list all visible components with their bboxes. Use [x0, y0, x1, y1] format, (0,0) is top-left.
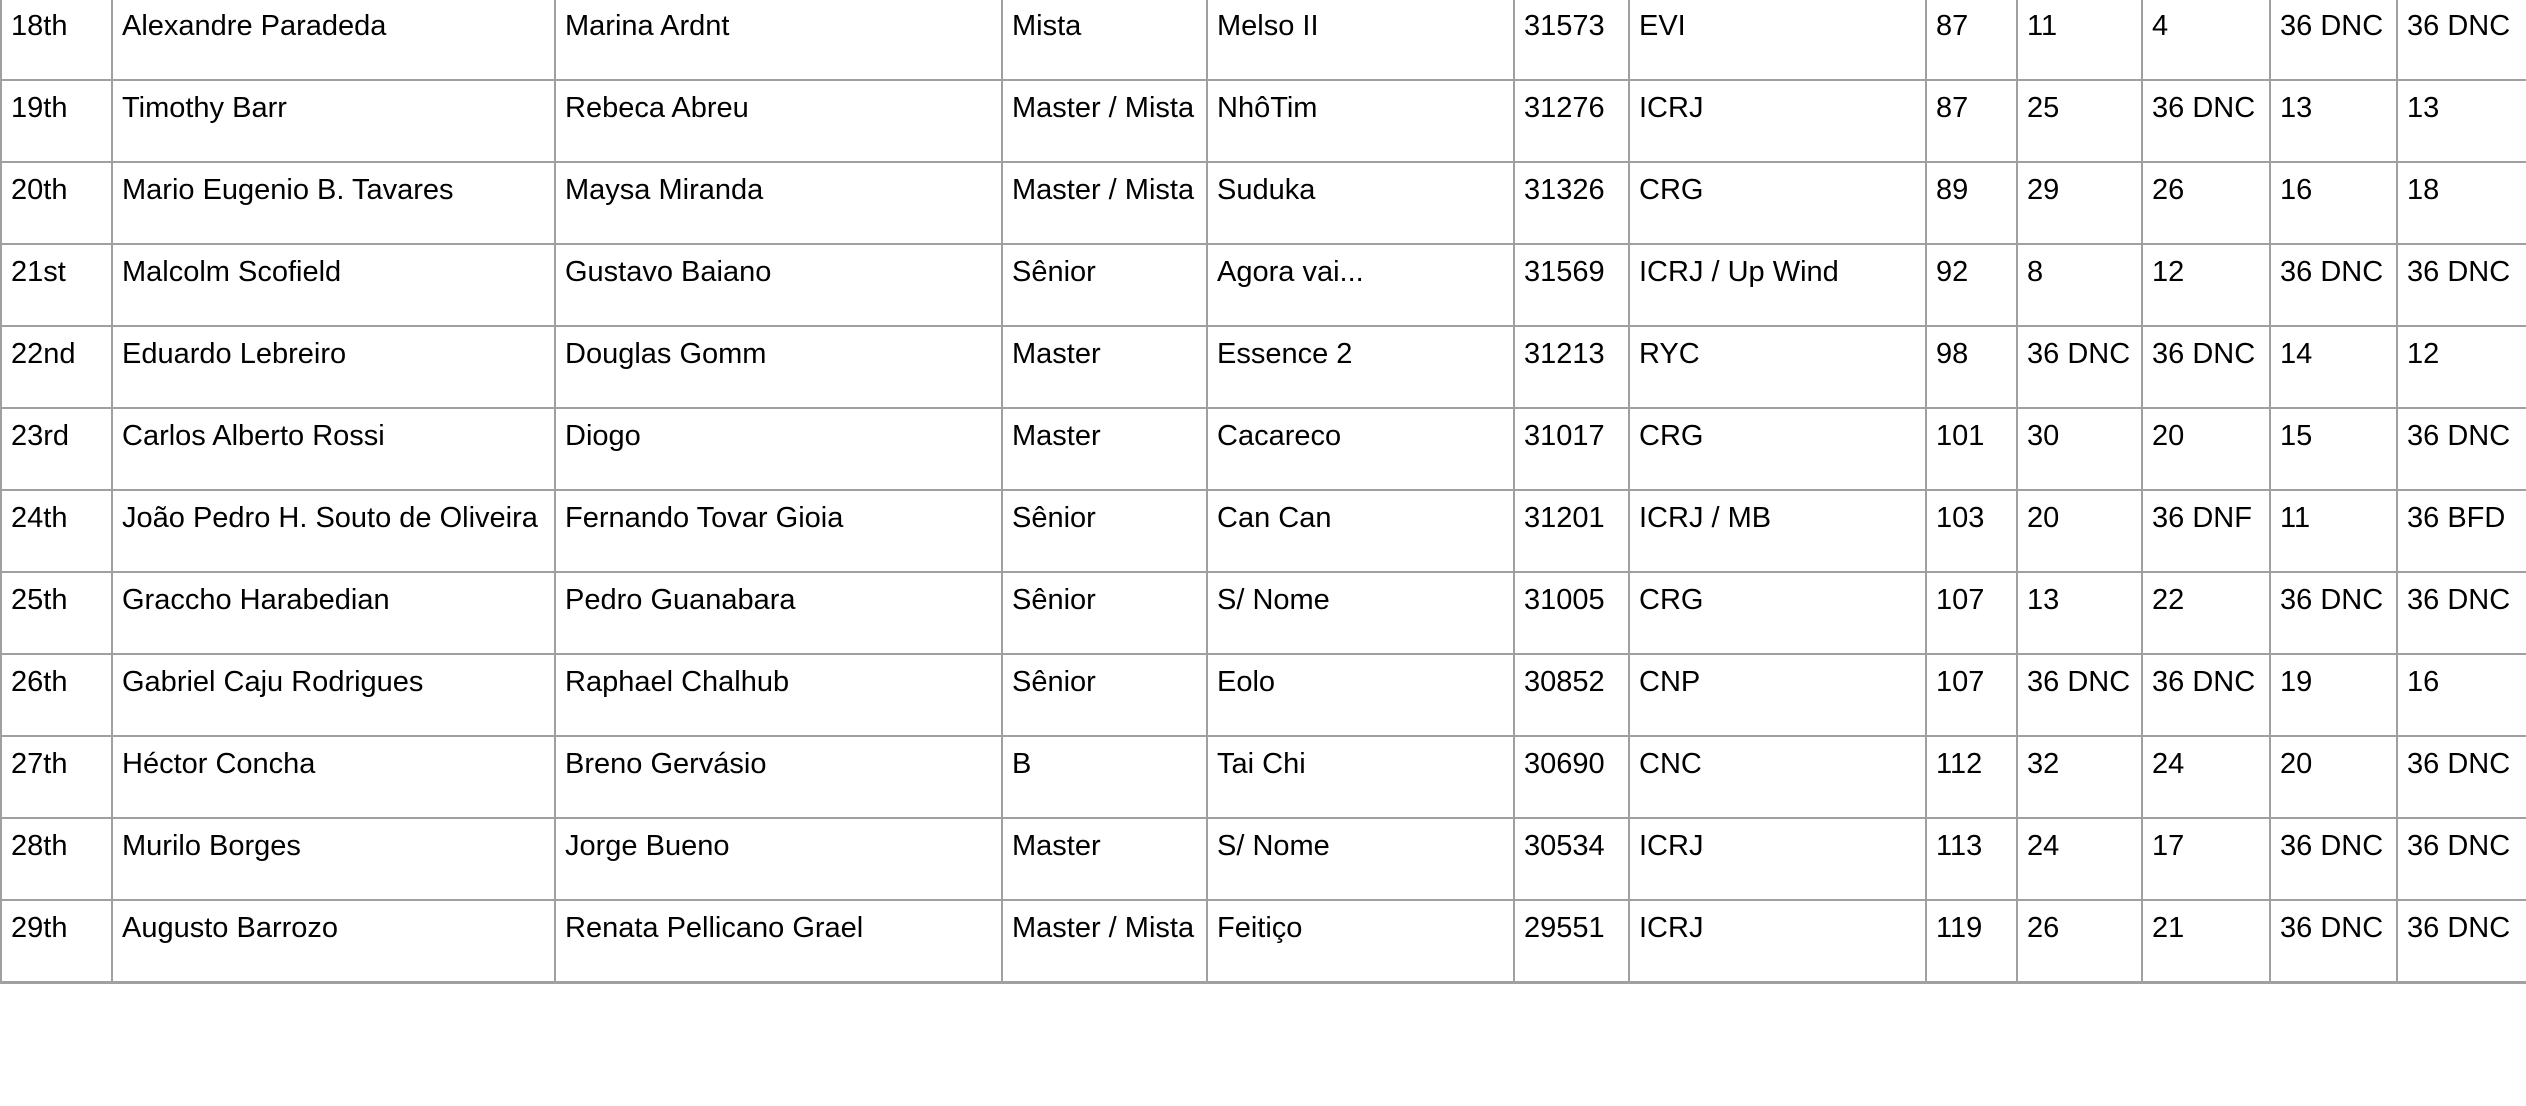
helmsman-cell: Gabriel Caju Rodrigues [112, 654, 555, 736]
race-4-cell: 16 [2397, 654, 2526, 736]
total-points-cell: 98 [1926, 326, 2017, 408]
race-1-cell: 8 [2017, 244, 2142, 326]
sail-number-cell: 31017 [1514, 408, 1629, 490]
position-cell: 27th [1, 736, 112, 818]
position-cell: 20th [1, 162, 112, 244]
helmsman-cell: Alexandre Paradeda [112, 0, 555, 80]
sail-number-cell: 31213 [1514, 326, 1629, 408]
club-cell: ICRJ / Up Wind [1629, 244, 1926, 326]
position-cell: 22nd [1, 326, 112, 408]
race-4-cell: 36 DNC [2397, 244, 2526, 326]
total-points-cell: 107 [1926, 572, 2017, 654]
sail-number-cell: 31573 [1514, 0, 1629, 80]
club-cell: ICRJ [1629, 900, 1926, 982]
helmsman-cell: Graccho Harabedian [112, 572, 555, 654]
category-cell: Master [1002, 818, 1207, 900]
category-cell: Master / Mista [1002, 900, 1207, 982]
helmsman-cell: Timothy Barr [112, 80, 555, 162]
race-2-cell: 36 DNC [2142, 654, 2270, 736]
club-cell: CRG [1629, 572, 1926, 654]
race-1-cell: 11 [2017, 0, 2142, 80]
race-4-cell: 18 [2397, 162, 2526, 244]
sail-number-cell: 31276 [1514, 80, 1629, 162]
race-2-cell: 21 [2142, 900, 2270, 982]
table-row [1, 244, 2526, 326]
boat-cell: S/ Nome [1207, 572, 1514, 654]
sail-number-cell: 31326 [1514, 162, 1629, 244]
race-4-cell: 12 [2397, 326, 2526, 408]
total-points-cell: 89 [1926, 162, 2017, 244]
table-row [1, 80, 2526, 162]
helmsman-cell: Héctor Concha [112, 736, 555, 818]
club-cell: ICRJ / MB [1629, 490, 1926, 572]
table-row [1, 572, 2526, 654]
race-4-cell: 36 DNC [2397, 736, 2526, 818]
race-3-cell: 36 DNC [2270, 244, 2397, 326]
category-cell: Sênior [1002, 244, 1207, 326]
category-cell: Sênior [1002, 654, 1207, 736]
crew-cell: Breno Gervásio [555, 736, 1002, 818]
helmsman-cell: Augusto Barrozo [112, 900, 555, 982]
race-3-cell: 15 [2270, 408, 2397, 490]
race-4-cell: 36 DNC [2397, 818, 2526, 900]
race-2-cell: 26 [2142, 162, 2270, 244]
table-row [1, 0, 2526, 80]
position-cell: 19th [1, 80, 112, 162]
race-4-cell: 36 DNC [2397, 0, 2526, 80]
race-3-cell: 19 [2270, 654, 2397, 736]
sail-number-cell: 30534 [1514, 818, 1629, 900]
total-points-cell: 113 [1926, 818, 2017, 900]
table-row [1, 654, 2526, 736]
race-3-cell: 36 DNC [2270, 572, 2397, 654]
race-3-cell: 14 [2270, 326, 2397, 408]
table-row [1, 736, 2526, 818]
race-3-cell: 20 [2270, 736, 2397, 818]
crew-cell: Maysa Miranda [555, 162, 1002, 244]
position-cell: 28th [1, 818, 112, 900]
club-cell: CRG [1629, 162, 1926, 244]
position-cell: 29th [1, 900, 112, 982]
race-4-cell: 36 DNC [2397, 900, 2526, 982]
race-3-cell: 36 DNC [2270, 0, 2397, 80]
total-points-cell: 101 [1926, 408, 2017, 490]
table-row [1, 818, 2526, 900]
race-1-cell: 24 [2017, 818, 2142, 900]
table-row [1, 490, 2526, 572]
race-1-cell: 30 [2017, 408, 2142, 490]
boat-cell: Eolo [1207, 654, 1514, 736]
crew-cell: Raphael Chalhub [555, 654, 1002, 736]
race-2-cell: 24 [2142, 736, 2270, 818]
crew-cell: Renata Pellicano Grael [555, 900, 1002, 982]
club-cell: CNP [1629, 654, 1926, 736]
position-cell: 25th [1, 572, 112, 654]
race-3-cell: 36 DNC [2270, 900, 2397, 982]
position-cell: 21st [1, 244, 112, 326]
race-4-cell: 13 [2397, 80, 2526, 162]
race-1-cell: 20 [2017, 490, 2142, 572]
sail-number-cell: 31005 [1514, 572, 1629, 654]
race-1-cell: 26 [2017, 900, 2142, 982]
race-4-cell: 36 DNC [2397, 572, 2526, 654]
position-cell: 18th [1, 0, 112, 80]
crew-cell: Gustavo Baiano [555, 244, 1002, 326]
category-cell: B [1002, 736, 1207, 818]
club-cell: ICRJ [1629, 818, 1926, 900]
club-cell: CNC [1629, 736, 1926, 818]
race-3-cell: 16 [2270, 162, 2397, 244]
helmsman-cell: Carlos Alberto Rossi [112, 408, 555, 490]
race-3-cell: 13 [2270, 80, 2397, 162]
boat-cell: Can Can [1207, 490, 1514, 572]
crew-cell: Rebeca Abreu [555, 80, 1002, 162]
race-2-cell: 4 [2142, 0, 2270, 80]
helmsman-cell: Murilo Borges [112, 818, 555, 900]
sail-number-cell: 31201 [1514, 490, 1629, 572]
total-points-cell: 107 [1926, 654, 2017, 736]
boat-cell: Suduka [1207, 162, 1514, 244]
race-2-cell: 36 DNC [2142, 326, 2270, 408]
category-cell: Master / Mista [1002, 162, 1207, 244]
total-points-cell: 87 [1926, 0, 2017, 80]
boat-cell: Tai Chi [1207, 736, 1514, 818]
position-cell: 26th [1, 654, 112, 736]
table-row [1, 162, 2526, 244]
race-2-cell: 22 [2142, 572, 2270, 654]
race-2-cell: 17 [2142, 818, 2270, 900]
helmsman-cell: Malcolm Scofield [112, 244, 555, 326]
sail-number-cell: 30690 [1514, 736, 1629, 818]
helmsman-cell: Mario Eugenio B. Tavares [112, 162, 555, 244]
category-cell: Sênior [1002, 572, 1207, 654]
race-1-cell: 13 [2017, 572, 2142, 654]
race-3-cell: 11 [2270, 490, 2397, 572]
helmsman-cell: João Pedro H. Souto de Oliveira [112, 490, 555, 572]
boat-cell: S/ Nome [1207, 818, 1514, 900]
race-1-cell: 36 DNC [2017, 326, 2142, 408]
position-cell: 24th [1, 490, 112, 572]
crew-cell: Marina Ardnt [555, 0, 1002, 80]
crew-cell: Diogo [555, 408, 1002, 490]
club-cell: RYC [1629, 326, 1926, 408]
helmsman-cell: Eduardo Lebreiro [112, 326, 555, 408]
category-cell: Master [1002, 408, 1207, 490]
club-cell: CRG [1629, 408, 1926, 490]
category-cell: Master / Mista [1002, 80, 1207, 162]
club-cell: ICRJ [1629, 80, 1926, 162]
crew-cell: Pedro Guanabara [555, 572, 1002, 654]
table-row [1, 326, 2526, 408]
race-3-cell: 36 DNC [2270, 818, 2397, 900]
total-points-cell: 119 [1926, 900, 2017, 982]
crew-cell: Jorge Bueno [555, 818, 1002, 900]
sail-number-cell: 31569 [1514, 244, 1629, 326]
crew-cell: Fernando Tovar Gioia [555, 490, 1002, 572]
category-cell: Master [1002, 326, 1207, 408]
position-cell: 23rd [1, 408, 112, 490]
sail-number-cell: 29551 [1514, 900, 1629, 982]
category-cell: Sênior [1002, 490, 1207, 572]
total-points-cell: 92 [1926, 244, 2017, 326]
race-4-cell: 36 BFD [2397, 490, 2526, 572]
boat-cell: Cacareco [1207, 408, 1514, 490]
boat-cell: Essence 2 [1207, 326, 1514, 408]
boat-cell: NhôTim [1207, 80, 1514, 162]
race-2-cell: 20 [2142, 408, 2270, 490]
race-1-cell: 36 DNC [2017, 654, 2142, 736]
race-2-cell: 36 DNC [2142, 80, 2270, 162]
race-1-cell: 29 [2017, 162, 2142, 244]
race-1-cell: 25 [2017, 80, 2142, 162]
boat-cell: Melso II [1207, 0, 1514, 80]
table-row [1, 408, 2526, 490]
boat-cell: Feitiço [1207, 900, 1514, 982]
results-body [1, 0, 2526, 982]
total-points-cell: 112 [1926, 736, 2017, 818]
total-points-cell: 103 [1926, 490, 2017, 572]
club-cell: EVI [1629, 0, 1926, 80]
race-2-cell: 12 [2142, 244, 2270, 326]
crew-cell: Douglas Gomm [555, 326, 1002, 408]
race-4-cell: 36 DNC [2397, 408, 2526, 490]
table-row [1, 900, 2526, 982]
race-1-cell: 32 [2017, 736, 2142, 818]
total-points-cell: 87 [1926, 80, 2017, 162]
boat-cell: Agora vai... [1207, 244, 1514, 326]
race-2-cell: 36 DNF [2142, 490, 2270, 572]
sail-number-cell: 30852 [1514, 654, 1629, 736]
category-cell: Mista [1002, 0, 1207, 80]
